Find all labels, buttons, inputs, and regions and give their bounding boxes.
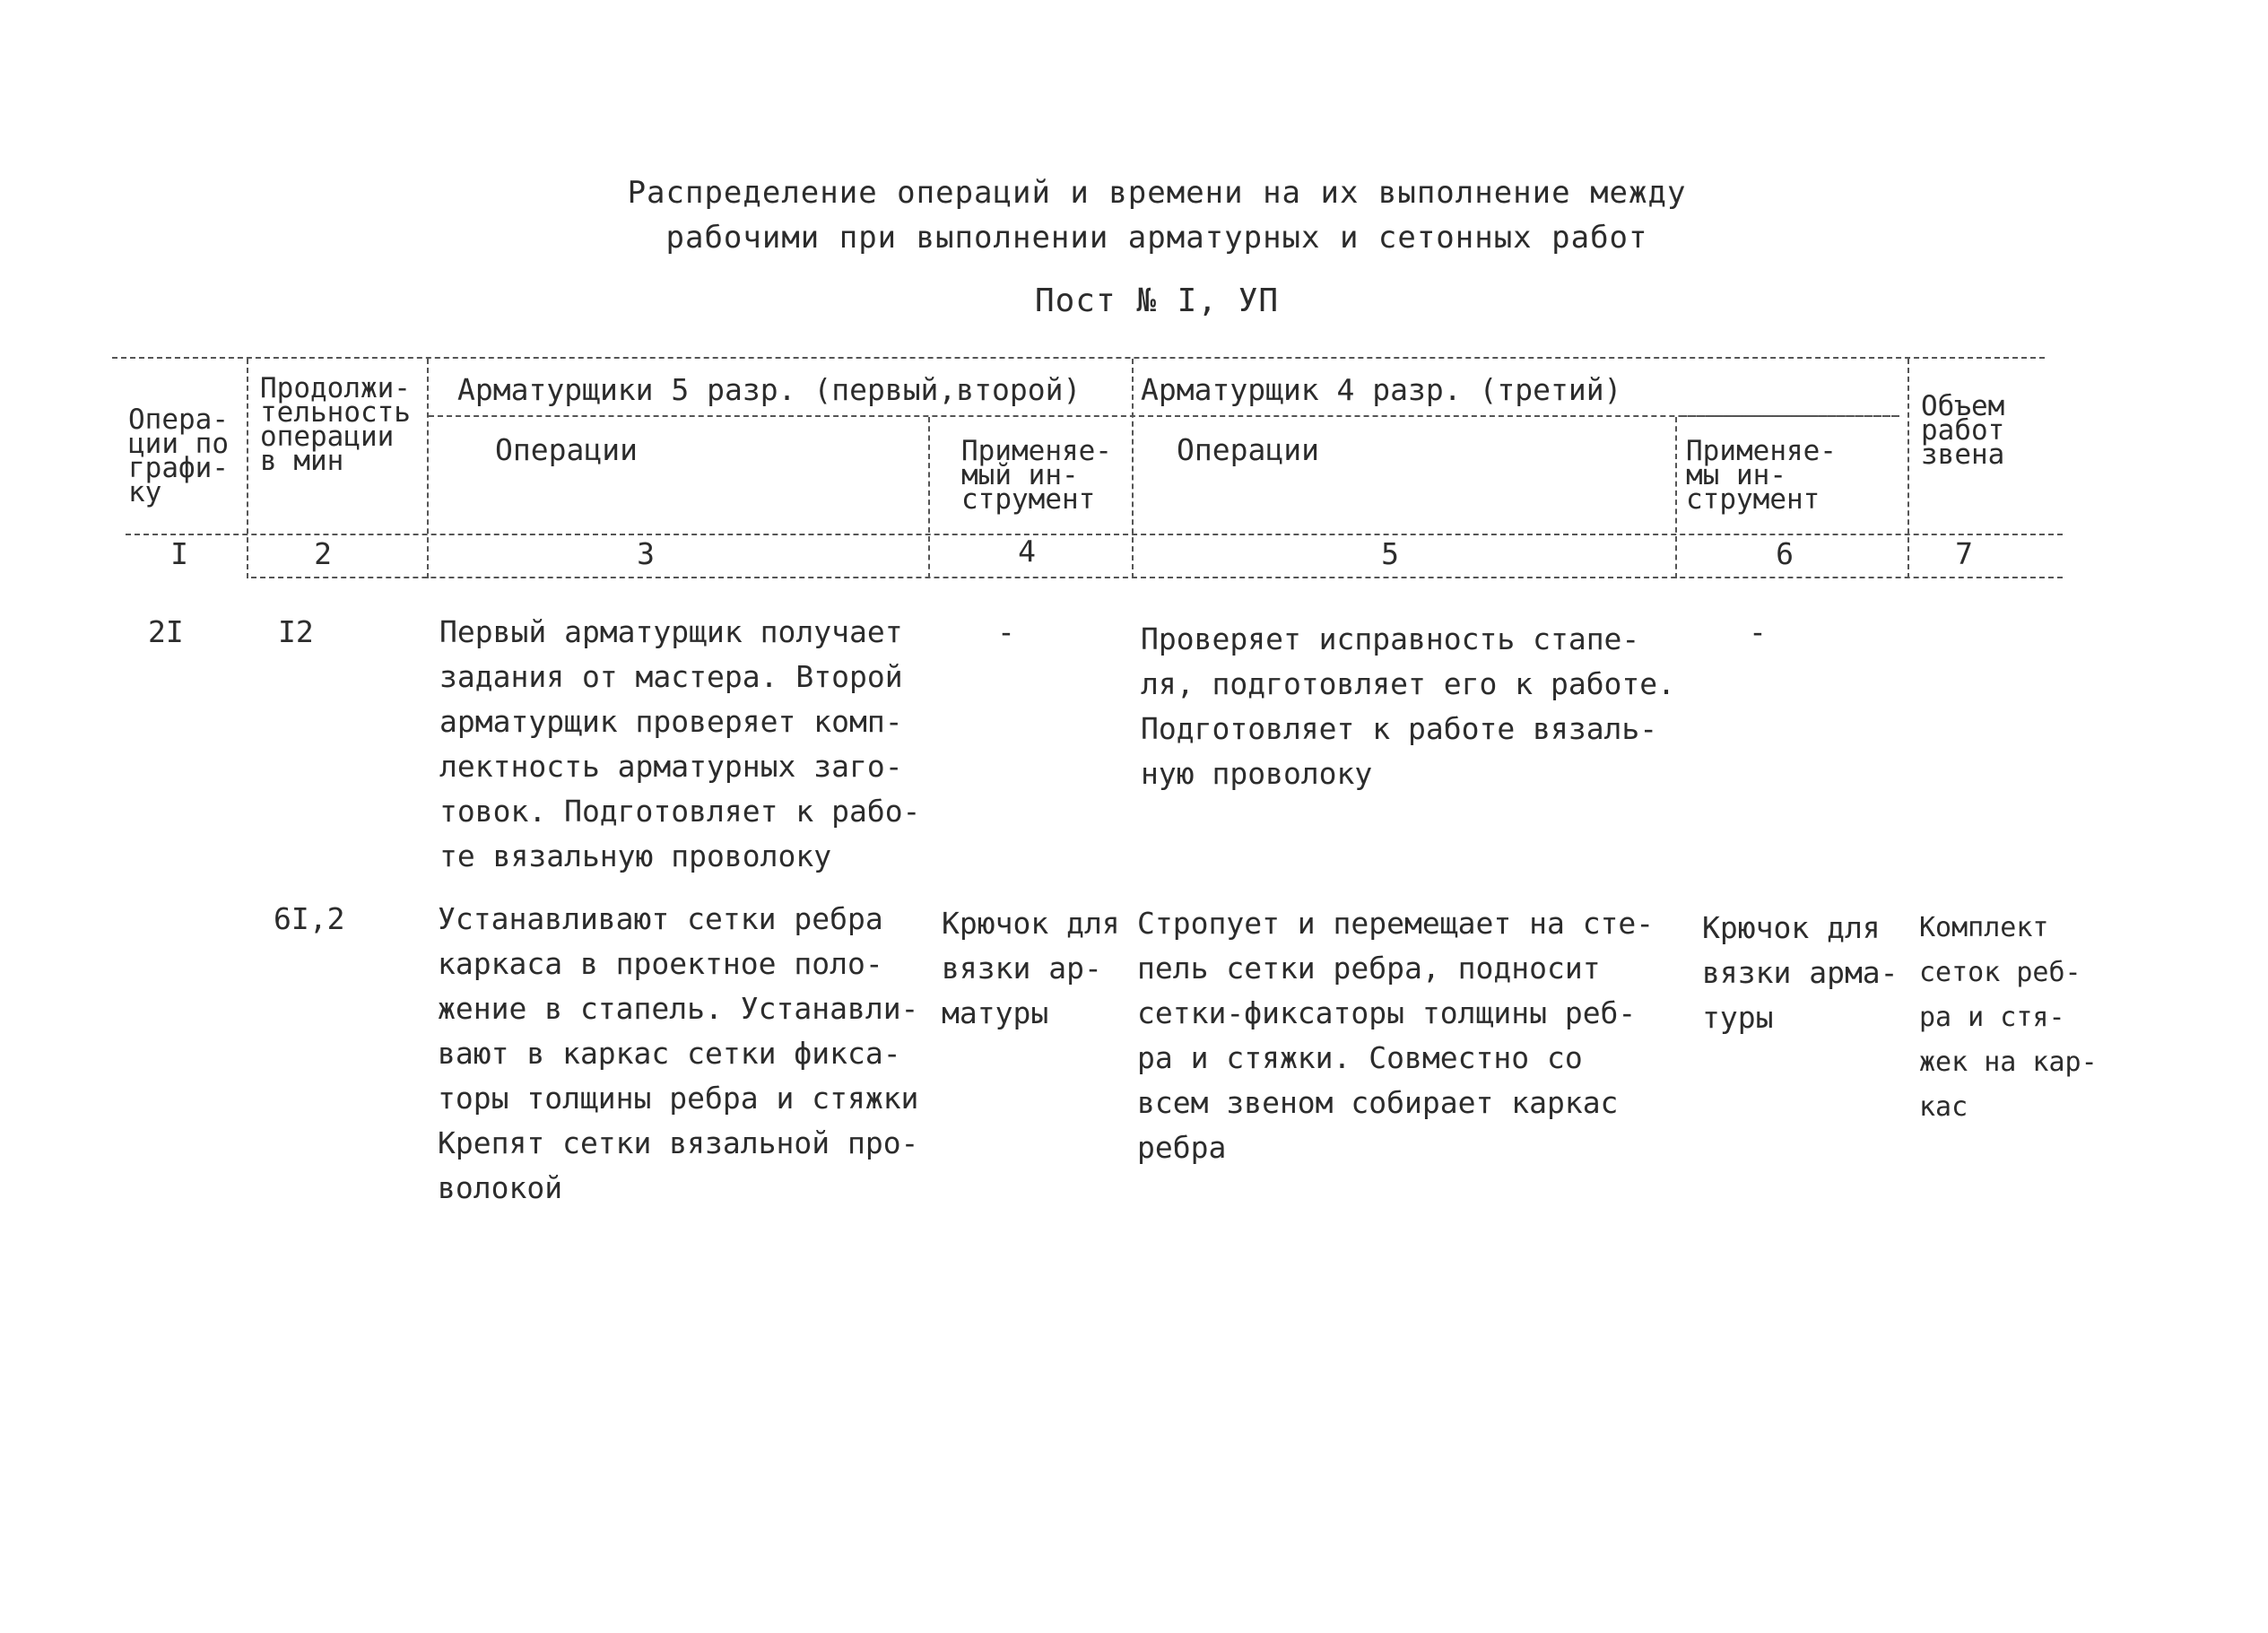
header-duration: Продолжи- тельность операции в мин [260,372,411,477]
column-number-6: 6 [1776,536,1794,571]
row-operations-b: Проверяет исправность стапе- ля, подготовляет его к работе. Подготовляет к работе вязаль- ную проволоку [1141,621,1676,791]
document-title-line2: рабочими при выполнении арматурных и сетонных работ [665,220,1648,256]
header-group-4th-grade: Арматурщик 4 разр. (третий) [1141,372,1622,407]
column-number-7: 7 [1955,536,1973,571]
row-tool-b: Крючок для вязки арма- туры [1702,910,1899,1035]
row-tool-b: - [1749,614,1767,649]
row-tool-a: Крючок для вязки ар- матуры [942,906,1120,1030]
column-number-5: 5 [1381,536,1399,571]
row-duration: I2 [278,614,314,649]
header-group-5th-grade: Арматурщики 5 разр. (первый,второй) [457,372,1082,407]
header-work-volume: Объем работ звена [1921,390,2005,471]
row-operations-a: Первый арматурщик получает задания от мастера. Второй арматурщик проверяет комп- лектность арматурных заго- товок. Подготовляет к рабо- те вязальную проволоку [439,614,921,873]
column-number-2: 2 [314,536,332,571]
col-divider-1 [247,359,248,578]
row-tool-a: - [997,614,1015,649]
row-duration: 6I,2 [274,901,345,936]
row-operations-a: Устанавливают сетки ребра каркаса в проектное поло- жение в стапель. Устанавли- вают в каркас сетки фикса- торы толщины ребра и стяжки Крепят сетки вязальной про- волокой [438,901,919,1205]
header-group-rule [429,415,1899,417]
column-number-4: 4 [1018,534,1036,569]
col-divider-4 [1132,359,1134,578]
row-operation-number: 2I [148,614,184,649]
column-number-3: 3 [637,536,655,571]
col-divider-6 [1907,359,1909,578]
header-bottom-rule [126,534,2063,535]
header-tool-a: Применяе- мый ин- струмент [961,435,1112,516]
column-number-1: I [170,536,188,571]
document-subtitle-post: Пост № I, УП [1034,282,1280,319]
table-top-rule [112,357,2045,359]
col-divider-5 [1675,417,1677,578]
row-operations-b: Стропует и перемещает на сте- пель сетки ребра, подносит сетки-фиксаторы толщины реб- ра и стяжки. Совместно со всем звеном собирает каркас ребра [1137,906,1655,1165]
header-group-rule-b [1681,415,1897,417]
row-work-volume: Комплект сеток реб- ра и стя- жек на кар- кас [1919,912,2098,1123]
header-operation-number: Опера- ции по графи- ку [128,404,229,508]
numbers-bottom-rule [251,577,2063,578]
col-divider-3 [928,417,930,578]
document-title-line1: Распределение операций и времени на их выполнение между [627,175,1687,211]
header-operations-a: Операции [495,432,638,467]
header-tool-b: Применяе- мы ин- струмент [1686,435,1837,516]
col-divider-2 [427,359,429,578]
header-operations-b: Операции [1177,432,1319,467]
